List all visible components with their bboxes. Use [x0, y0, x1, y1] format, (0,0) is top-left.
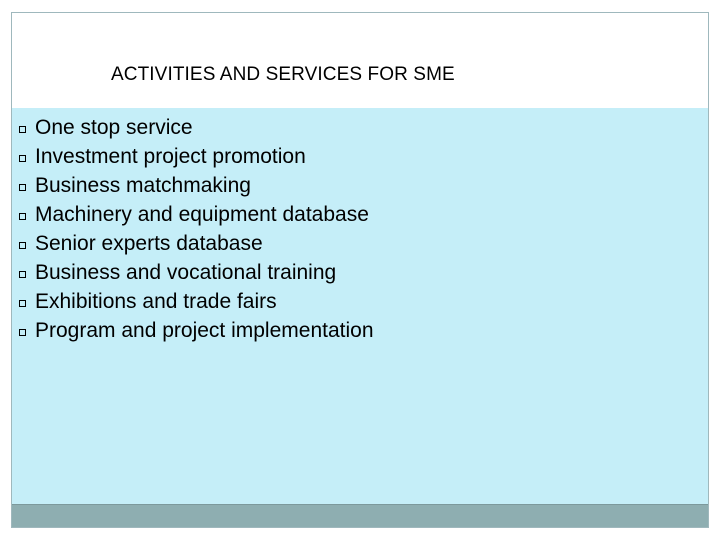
- list-item-label: Machinery and equipment database: [35, 202, 369, 226]
- list-item: [19, 142, 374, 171]
- list-item: [19, 113, 374, 142]
- list-item: [19, 316, 374, 345]
- slide: [11, 12, 709, 528]
- list-item: [19, 200, 374, 229]
- service-list: [19, 113, 374, 345]
- list-item: [19, 229, 374, 258]
- list-item-label: Program and project implementation: [35, 318, 374, 342]
- slide-title: ACTIVITIES AND SERVICES FOR SME: [111, 64, 455, 85]
- square-bullet-icon: [19, 155, 26, 162]
- list-item: [19, 258, 374, 287]
- list-item-label: Senior experts database: [35, 231, 263, 255]
- list-item-label: Business and vocational training: [35, 260, 337, 284]
- content-area: [12, 108, 708, 505]
- footer-bar: [12, 504, 708, 527]
- square-bullet-icon: [19, 300, 26, 307]
- list-item: [19, 171, 374, 200]
- list-item: [19, 287, 374, 316]
- list-item-label: Exhibitions and trade fairs: [35, 289, 277, 313]
- list-item-label: One stop service: [35, 115, 193, 139]
- title-area: [12, 13, 708, 108]
- square-bullet-icon: [19, 329, 26, 336]
- square-bullet-icon: [19, 242, 26, 249]
- square-bullet-icon: [19, 213, 26, 220]
- square-bullet-icon: [19, 271, 26, 278]
- square-bullet-icon: [19, 126, 26, 133]
- square-bullet-icon: [19, 184, 26, 191]
- list-item-label: Business matchmaking: [35, 173, 251, 197]
- list-item-label: Investment project promotion: [35, 144, 306, 168]
